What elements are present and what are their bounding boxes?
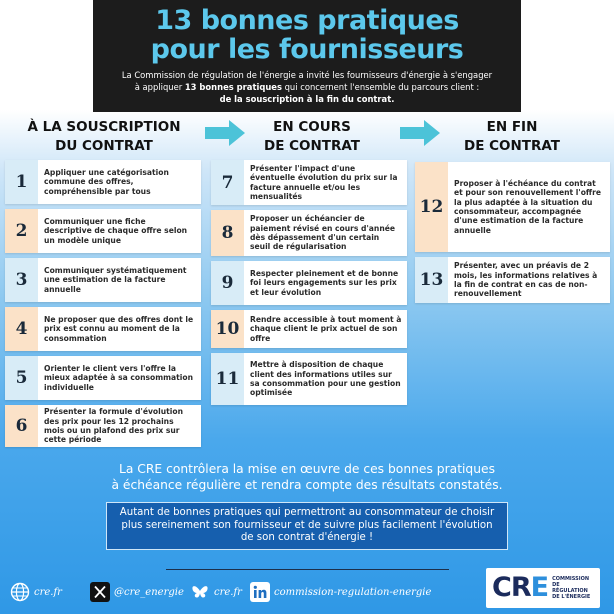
column-heading-subscription: [4, 118, 204, 156]
title-line-1: 13 bonnes pratiques: [155, 5, 459, 36]
x-logo-icon: [90, 582, 110, 602]
practice-card-1: [5, 160, 201, 204]
cre-logo-e: E: [530, 572, 549, 603]
intro-line-2: [99, 81, 515, 93]
practice-number: 1: [5, 160, 38, 204]
practice-card-8: [211, 210, 407, 256]
practice-card-9: [211, 261, 407, 305]
practice-card-10: [211, 310, 407, 348]
practice-number: 8: [211, 210, 244, 256]
practice-card-2: [5, 209, 201, 253]
practice-text: Respecter pleinement et de bonne foi leurs engagements sur les prix et leur évolution: [250, 268, 399, 297]
practice-text: Présenter, avec un préavis de 2 mois, les informations relatives à la fin de contrat en cas de non-renouvellement: [454, 261, 598, 299]
intro-line-2-bold: 13 bonnes pratiques: [184, 82, 282, 92]
practice-text: Proposer à l'échéance du contrat et pour son renouvellement l'offre la plus adaptée à la situation du consommateur, accompagnée d'une estimation de la facture annuelle: [454, 178, 601, 235]
practice-number: 2: [5, 209, 38, 253]
practice-text: Orienter le client vers l'offre la mieux adaptée à sa consommation individuelle: [44, 363, 194, 392]
practice-text: Ne proposer que des offres dont le prix est connu au moment de la consommation: [44, 314, 194, 343]
practice-card-7: [211, 160, 407, 205]
statement-line-1: La CRE contrôlera la mise en œuvre de ces bonnes pratiques: [118, 462, 496, 476]
footer-linkedin-link[interactable]: [250, 582, 431, 602]
practice-card-12: [415, 162, 610, 252]
footer-bluesky-link[interactable]: [190, 582, 242, 602]
intro-text: [93, 69, 521, 105]
column-heading-line: EN FIN: [486, 119, 538, 135]
statement-line-2: à échéance régulière et rendra compte des résultats constatés.: [111, 478, 503, 492]
practice-number: 5: [5, 356, 38, 400]
practice-number: 10: [211, 310, 244, 348]
practice-text: Présenter la formule d'évolution des prix pour les 12 prochains mois ou un plafond des prix sur cette période: [44, 407, 184, 445]
column-heading-line: DE CONTRAT: [263, 138, 361, 154]
cre-logo-word: [492, 574, 548, 602]
practice-card-4: [5, 307, 201, 351]
intro-line-2-pre: à appliquer: [134, 82, 185, 92]
practice-card-13: [415, 257, 610, 303]
practice-card-6: [5, 405, 201, 447]
practice-number: 7: [211, 160, 244, 205]
notice-box: Autant de bonnes pratiques qui permettront au consommateur de choisir plus sereinement son fournisseur et de suivre plus facilement l'évolution de son contrat d'énergie !: [106, 502, 508, 550]
cre-logo: [486, 568, 600, 608]
practice-number: 6: [5, 405, 38, 447]
footer-bluesky-text: cre.fr: [214, 586, 242, 598]
intro-line-3: [99, 93, 515, 105]
practice-number: 3: [5, 258, 38, 302]
footer-linkedin-text: commission-regulation-energie: [274, 586, 432, 598]
butterfly-icon: [190, 582, 210, 602]
practice-number: 11: [211, 353, 244, 405]
intro-line-3-bold: de la souscription à la fin du contrat.: [219, 94, 395, 104]
arrow-right-icon: [400, 120, 440, 146]
practice-card-3: [5, 258, 201, 302]
column-heading-line: EN COURS: [273, 119, 351, 135]
linkedin-icon: [250, 582, 270, 602]
practice-number: 4: [5, 307, 38, 351]
globe-icon: [10, 582, 30, 602]
intro-line-1: La Commission de régulation de l'énergie a invité les fournisseurs d'énergie à s'engager: [121, 70, 493, 80]
practice-card-11: [211, 353, 407, 405]
practice-text: Communiquer une fiche descriptive de chaque offre selon un modèle unique: [44, 216, 188, 245]
page-title: [93, 0, 521, 64]
cre-statement: [40, 461, 574, 493]
column-heading-line: DU CONTRAT: [55, 138, 153, 154]
column-heading-end: [442, 118, 582, 156]
cre-logo-cr: CR: [492, 572, 531, 603]
practice-number: 12: [415, 162, 448, 252]
column-heading-during: [232, 118, 392, 156]
practice-card-5: [5, 356, 201, 400]
practice-number: 13: [415, 257, 448, 303]
cre-logo-subtitle: COMMISSION DE RÉGULATION DE L'ÉNERGIE: [552, 576, 591, 600]
footer-x-text: @cre_energie: [114, 586, 184, 598]
footer-website-link[interactable]: [10, 582, 62, 602]
practice-text: Proposer un échéancier de paiement révisé en cours d'année dès dépassement d'un certain seuil de régularisation: [250, 214, 396, 252]
intro-line-2-post: qui concernent l'ensemble du parcours client :: [281, 82, 480, 92]
header-banner: [93, 0, 521, 112]
column-heading-line: À LA SOUSCRIPTION: [27, 119, 181, 135]
footer-divider: [166, 569, 449, 570]
footer-x-link[interactable]: [90, 582, 184, 602]
column-heading-line: DE CONTRAT: [463, 138, 561, 154]
practice-text: Présenter l'impact d'une éventuelle évolution du prix sur la facture annuelle et/ou les mensualités: [250, 163, 398, 201]
practice-number: 9: [211, 261, 244, 305]
practice-text: Communiquer systématiquement une estimation de la facture annuelle: [44, 265, 187, 294]
footer-website-text: cre.fr: [34, 586, 62, 598]
practice-text: Rendre accessible à tout moment à chaque client le prix actuel de son offre: [250, 314, 402, 343]
practice-text: Mettre à disposition de chaque client des informations utiles sur sa consommation pour une gestion optimisée: [250, 360, 401, 398]
practice-text: Appliquer une catégorisation commune des offres, compréhensible par tous: [44, 167, 169, 196]
title-line-2: pour les fournisseurs: [150, 34, 464, 65]
